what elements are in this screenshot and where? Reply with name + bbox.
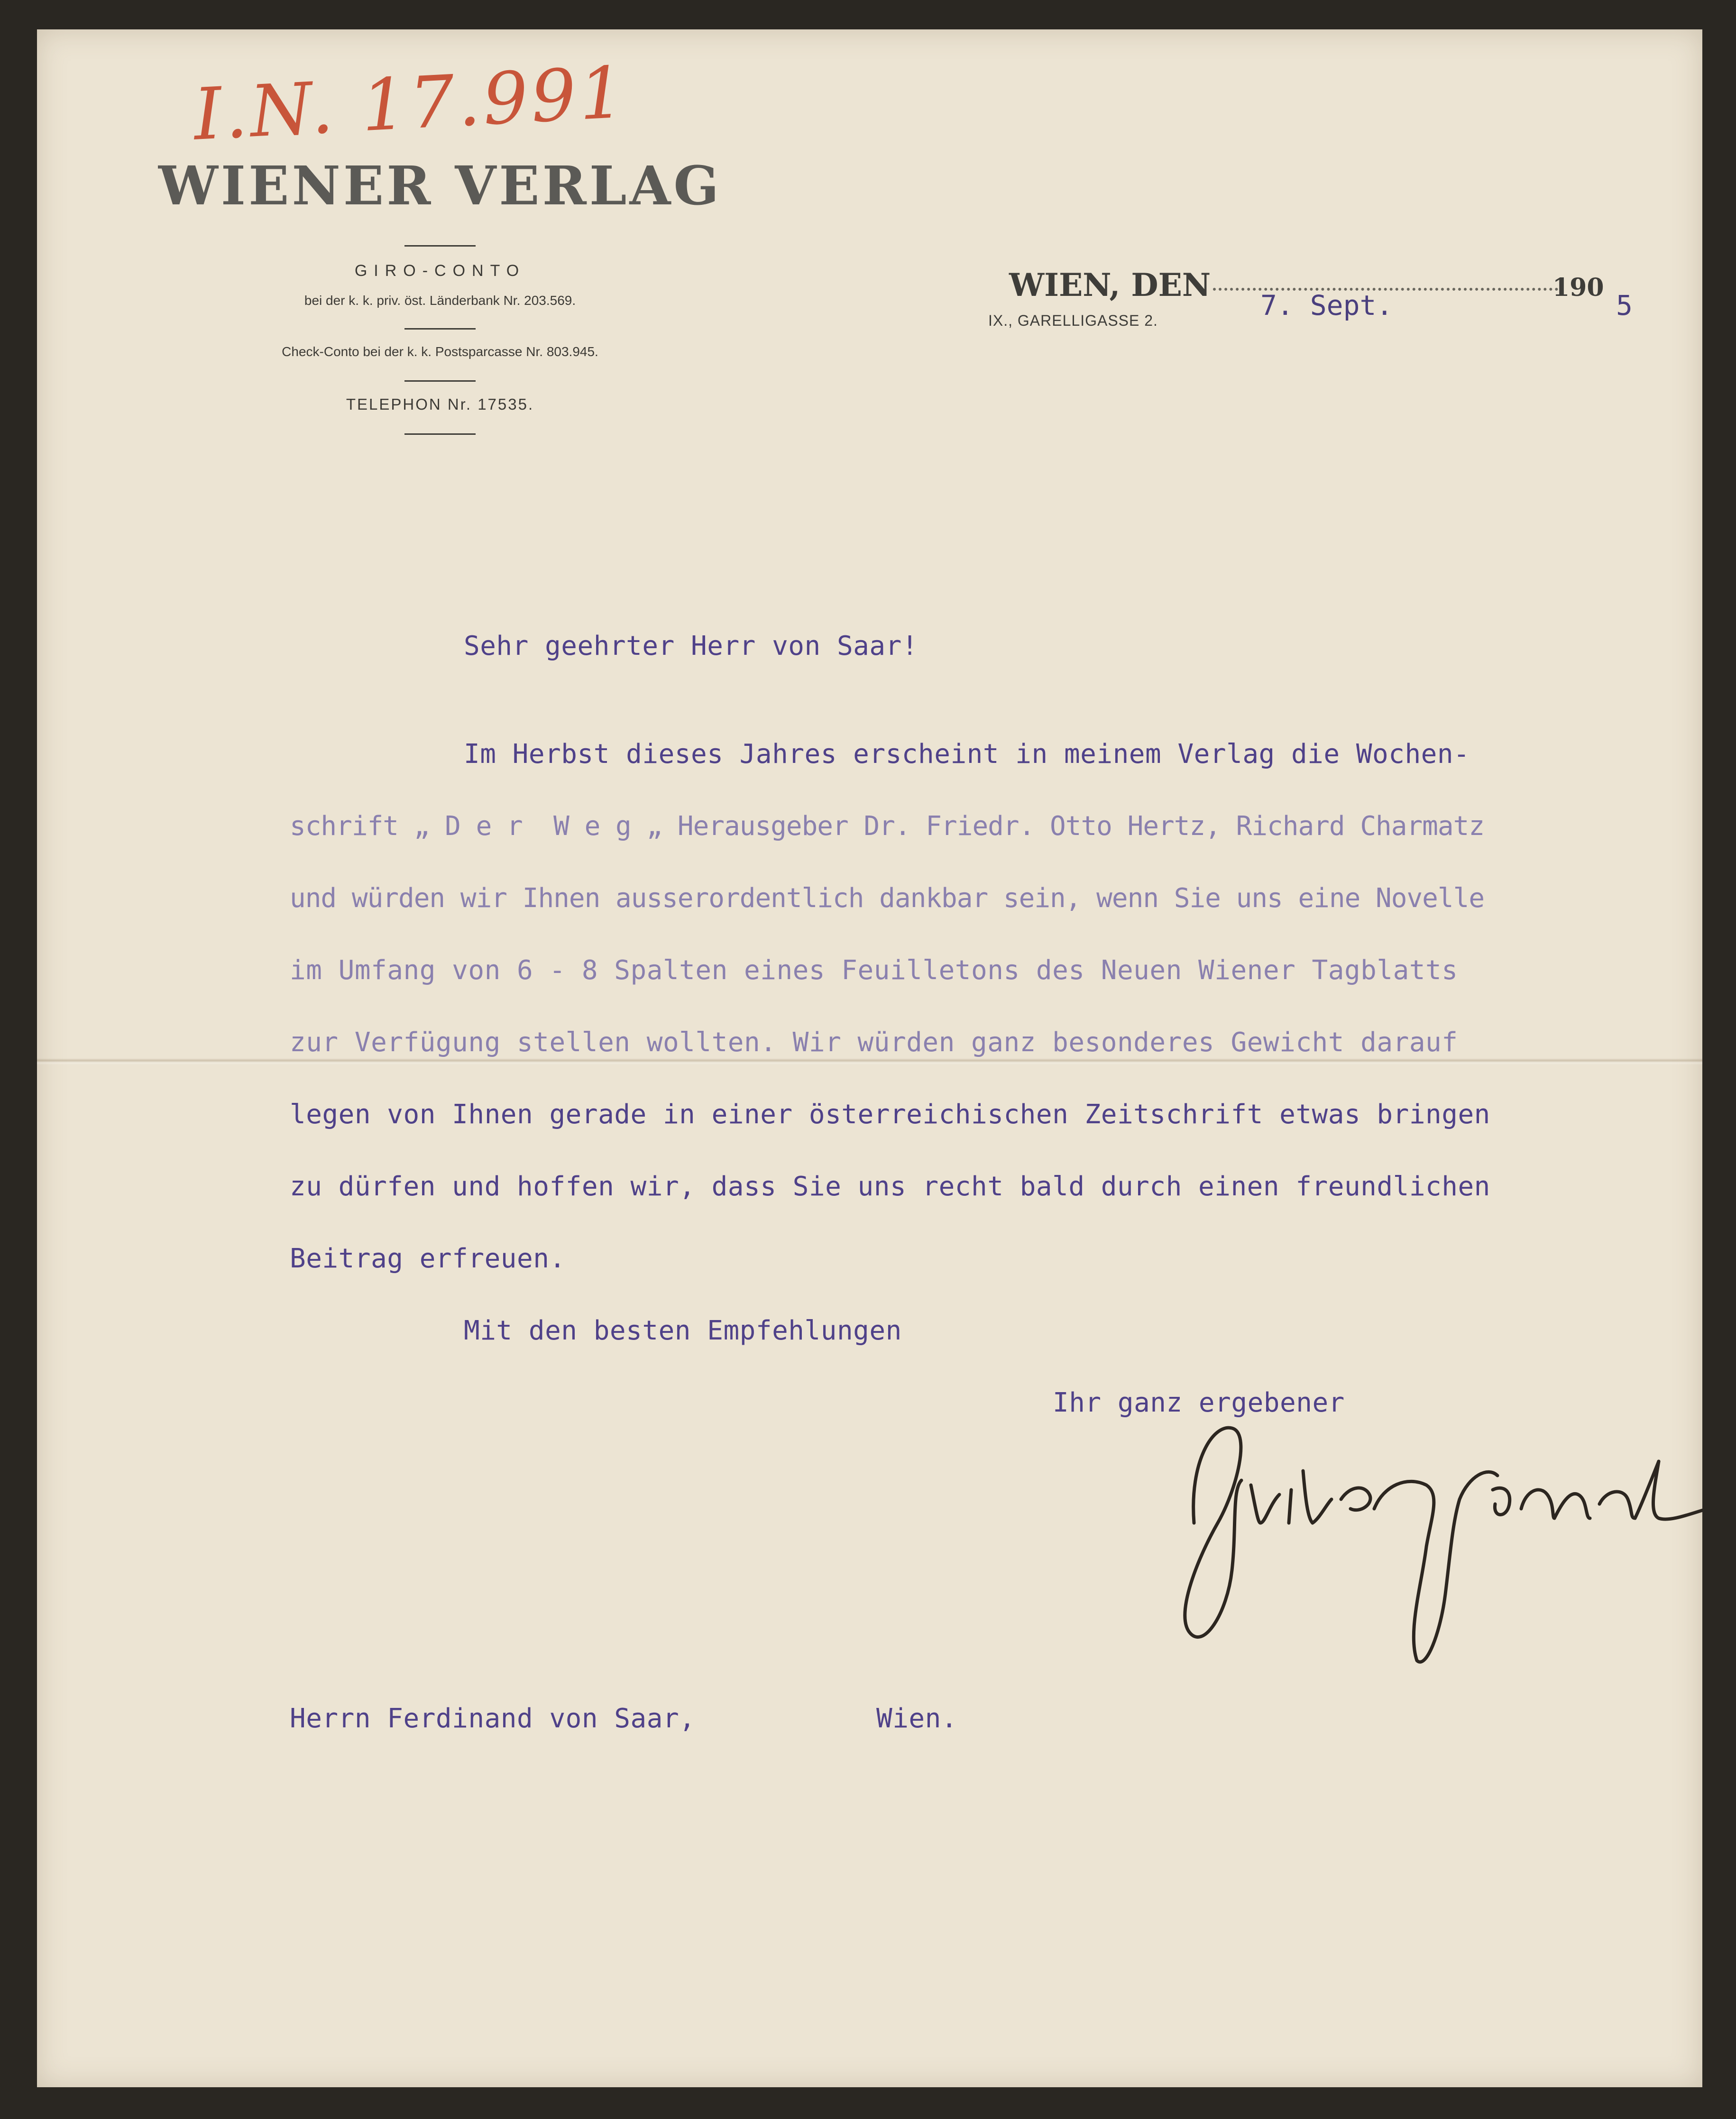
divider	[404, 328, 476, 330]
valediction: Ihr ganz ergebener	[1053, 1387, 1345, 1418]
handwritten-signature	[1161, 1367, 1702, 1675]
letter-sheet	[37, 29, 1702, 2087]
recipient-city: Wien.	[876, 1703, 958, 1734]
divider	[404, 245, 476, 247]
divider	[404, 433, 476, 435]
body-line: zu dürfen und hoffen wir, dass Sie uns recht bald durch einen freundlichen	[290, 1171, 1490, 1202]
year-prefix: 190	[1552, 273, 1604, 302]
bank-details: bei der k. k. priv. öst. Länderbank Nr. 203.569.	[304, 293, 576, 308]
telephone: TELEPHON Nr. 17535.	[346, 395, 534, 413]
dateline-city: WIEN, DEN	[1009, 266, 1211, 303]
body-line: Im Herbst dieses Jahres erscheint in meinem Verlag die Wochen-	[464, 739, 1470, 770]
check-account: Check-Conto bei der k. k. Postsparcasse Nr. 803.945.	[282, 344, 598, 359]
body-line: zur Verfügung stellen wollten. Wir würden ganz besonderes Gewicht darauf	[290, 1027, 1458, 1058]
closing: Mit den besten Empfehlungen	[464, 1315, 902, 1346]
publisher-address: IX., GARELLIGASSE 2.	[988, 312, 1158, 329]
archive-number: I.N. 17.991	[192, 51, 629, 156]
body-line: schrift „ D e r W e g „ Herausgeber Dr. Friedr. Otto Hertz, Richard Charmatz	[290, 811, 1485, 842]
body-line: und würden wir Ihnen ausserordentlich dankbar sein, wenn Sie uns eine Novelle	[290, 883, 1485, 914]
publisher-logo: WIENER VERLAG	[158, 155, 722, 217]
body-line: im Umfang von 6 - 8 Spalten eines Feuilletons des Neuen Wiener Tagblatts	[290, 955, 1458, 986]
recipient-name: Herrn Ferdinand von Saar,	[290, 1703, 696, 1734]
body-line: Beitrag erfreuen.	[290, 1243, 566, 1274]
body-line: legen von Ihnen gerade in einer österreichischen Zeitschrift etwas bringen	[290, 1099, 1490, 1130]
divider	[404, 380, 476, 382]
fold-crease	[37, 1058, 1702, 1065]
letter-date: 7. Sept.	[1260, 289, 1393, 321]
salutation: Sehr geehrter Herr von Saar!	[464, 631, 919, 661]
giro-account: GIRO-CONTO	[354, 262, 526, 280]
year-digit: 5	[1616, 289, 1633, 321]
